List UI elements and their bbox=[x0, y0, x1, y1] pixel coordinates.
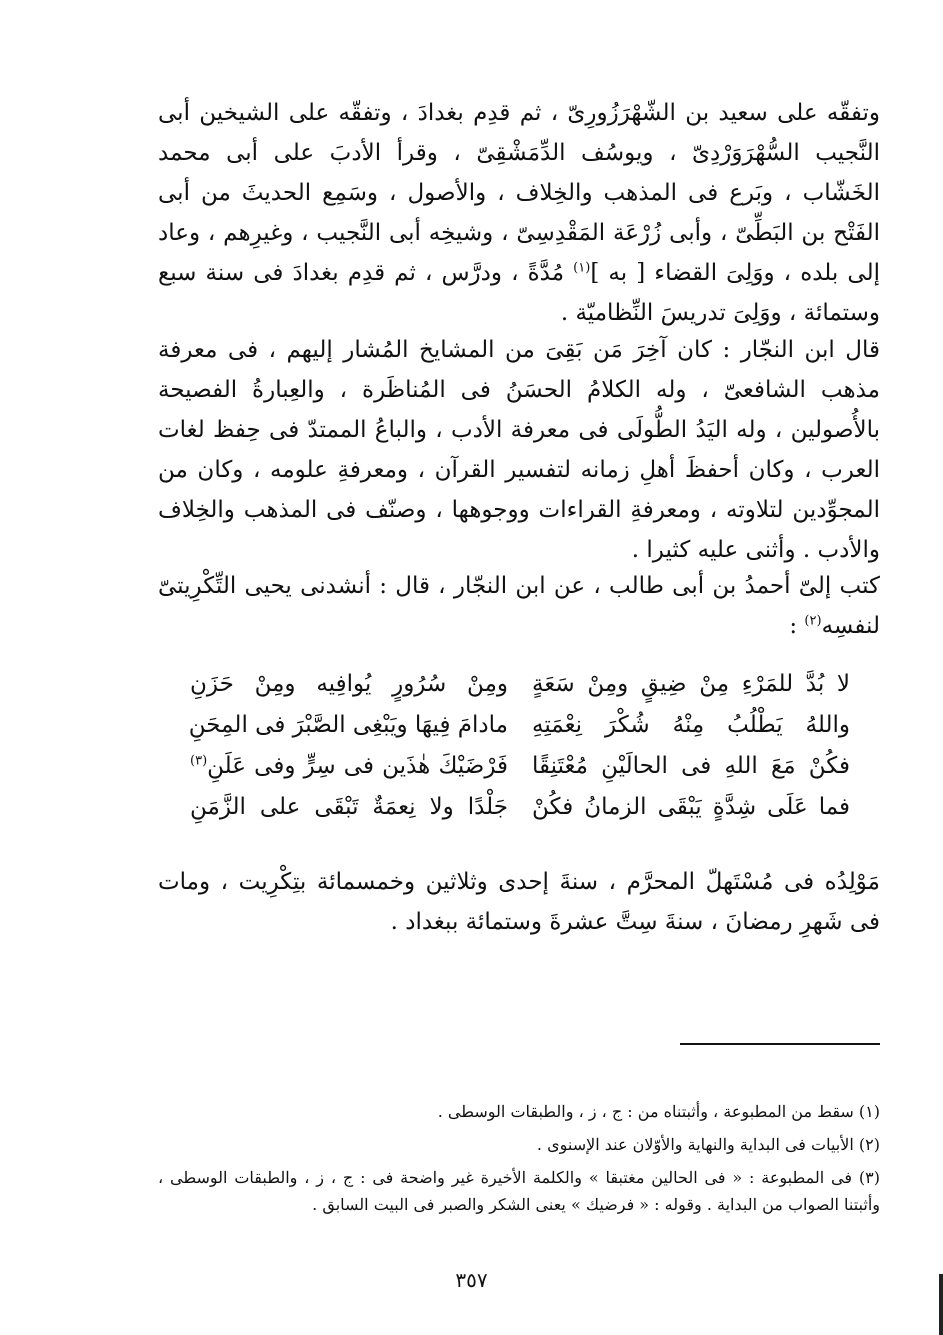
poem-verse bbox=[190, 787, 850, 828]
verse-first-hemistich: واللهُ يَطْلُبُ مِنْهُ شُكْرَ نِعْمَتِهِ bbox=[532, 712, 850, 738]
footnote: (٣) فى المطبوعة : « فى الحالين مغتبقا » والكلمة الأخيرة غير واضحة فى : ج ، ز ، والطبقات الوسطى ، وأثبتنا الصواب من البداية . وقوله : « فرضيك » يعنى الشكر والصبر فى البيت السابق . bbox=[158, 1168, 880, 1214]
body-paragraph: مَوْلِدُه فى مُسْتَهلّ المحرَّم ، سنةَ إحدى وثلاثين وخمسمائة بتِكْرِيت ، ومات فى شَهرِ رمضانَ ، سنةَ سِتَّ عشرةَ وستمائة ببغداد . bbox=[158, 869, 880, 935]
paragraph-text: كتب إلىّ أحمدُ بن أبى طالب ، عن ابن النجّار ، قال : أنشدنى يحيى التِّكْرِيتىّ لنفسِه bbox=[158, 573, 880, 639]
verse-first-hemistich: فما عَلَى شِدَّةٍ يَبْقَى الزمانُ فكُنْ bbox=[532, 794, 850, 820]
paragraph-text: وتفقّه على سعيد بن الشّهْرَزُورِىّ ، ثم قدِم بغدادَ ، وتفقّه على الشيخين أبى النَّجيب السُّهْرَوَرْدِىّ ، ويوسُف الدِّمَشْقِىّ ، وقرأ الأدبَ على أبى محمد الخَشّاب ، وبَرع فى المذهب والخِلاف ، والأصول ، وسَمِع الحديثَ من أبى الفَتْح بن البَطِّىّ ، وأبى زُرْعَة المَقْدِسِىّ ، وشيخِه أبى النَّجيب ، وغيرِهم ، وعاد إلى بلده ، ووَلِىَ القضاء [ به ] bbox=[158, 100, 880, 286]
footnote-reference: (٣) bbox=[190, 753, 208, 769]
verse-second-hemistich bbox=[190, 746, 508, 787]
body-paragraph bbox=[158, 566, 880, 646]
footnote: (١) سقط من المطبوعة ، وأثبتناه من : ج ، ز ، والطبقات الوسطى . bbox=[437, 1102, 880, 1121]
footnote-reference: (٢) bbox=[804, 613, 822, 629]
page-number: ٣٥٧ bbox=[455, 1268, 488, 1292]
poem bbox=[190, 664, 850, 828]
verse-second-hemistich: مادامَ فِيهَا ويَبْغِى الصَّبْرَ فى المِحَنِ bbox=[188, 712, 508, 738]
footnotes bbox=[158, 1098, 880, 1224]
footnote-separator bbox=[680, 1043, 880, 1045]
paragraph-text: : bbox=[789, 613, 805, 639]
verse-first-hemistich: لا بُدَّ للمَرْءِ مِنْ ضِيقٍ ومِنْ سَعَةٍ bbox=[532, 671, 850, 697]
body-paragraph: قال ابن النجّار : كان آخِرَ مَن بَقِىَ من المشايخ المُشار إليهم ، فى معرفة مذهب الشافعىّ ، وله الكلامُ الحسَنُ فى المُناظَرة ، والعِبارةُ الفصيحة بالأُصولين ، وله اليَدُ الطُّولَى فى معرفة الأدب ، والباعُ الممتدّ فى حِفظ لغات العرب ، وكان أحفظَ أهلِ زمانه لتفسير القرآن ، ومعرفةِ علومه ، وكان من المجوِّدين لتلاوته ، ومعرفةِ القراءات ووجوهها ، وصنّف فى المذهب والخِلاف والأدب . وأثنى عليه كثيرا . bbox=[158, 337, 880, 563]
verse-first-hemistich: فكُنْ مَعَ اللهِ فى الحالَيْنِ مُعْتَنِقًا bbox=[532, 753, 850, 779]
paragraph-text: مُدَّةً ، ودرَّس ، ثم قدِم بغدادَ فى سنة سبع وستمائة ، ووَلِىَ تدريسَ النِّظاميّة . bbox=[158, 260, 880, 326]
verse-second-hemistich: جَلْدًا ولا نِعمَةٌ تَبْقَى على الزَّمَنِ bbox=[190, 794, 508, 820]
poem-verse bbox=[190, 705, 850, 746]
footnote-reference: (١) bbox=[573, 260, 591, 276]
poem-verse bbox=[190, 664, 850, 705]
scan-edge-mark bbox=[939, 1274, 943, 1335]
poem-verse bbox=[190, 746, 850, 787]
verse-second-hemistich: ومِنْ سُرُورٍ يُوافِيه ومِنْ حَزَنِ bbox=[190, 671, 508, 697]
verse-text: فَرْضَيْكَ هٰذَين فى سِرٍّ وفى عَلَنِ bbox=[207, 753, 508, 779]
body-paragraph bbox=[158, 93, 880, 333]
footnote: (٢) الأبيات فى البداية والنهاية والأوّلان عند الإسنوى . bbox=[536, 1135, 880, 1154]
